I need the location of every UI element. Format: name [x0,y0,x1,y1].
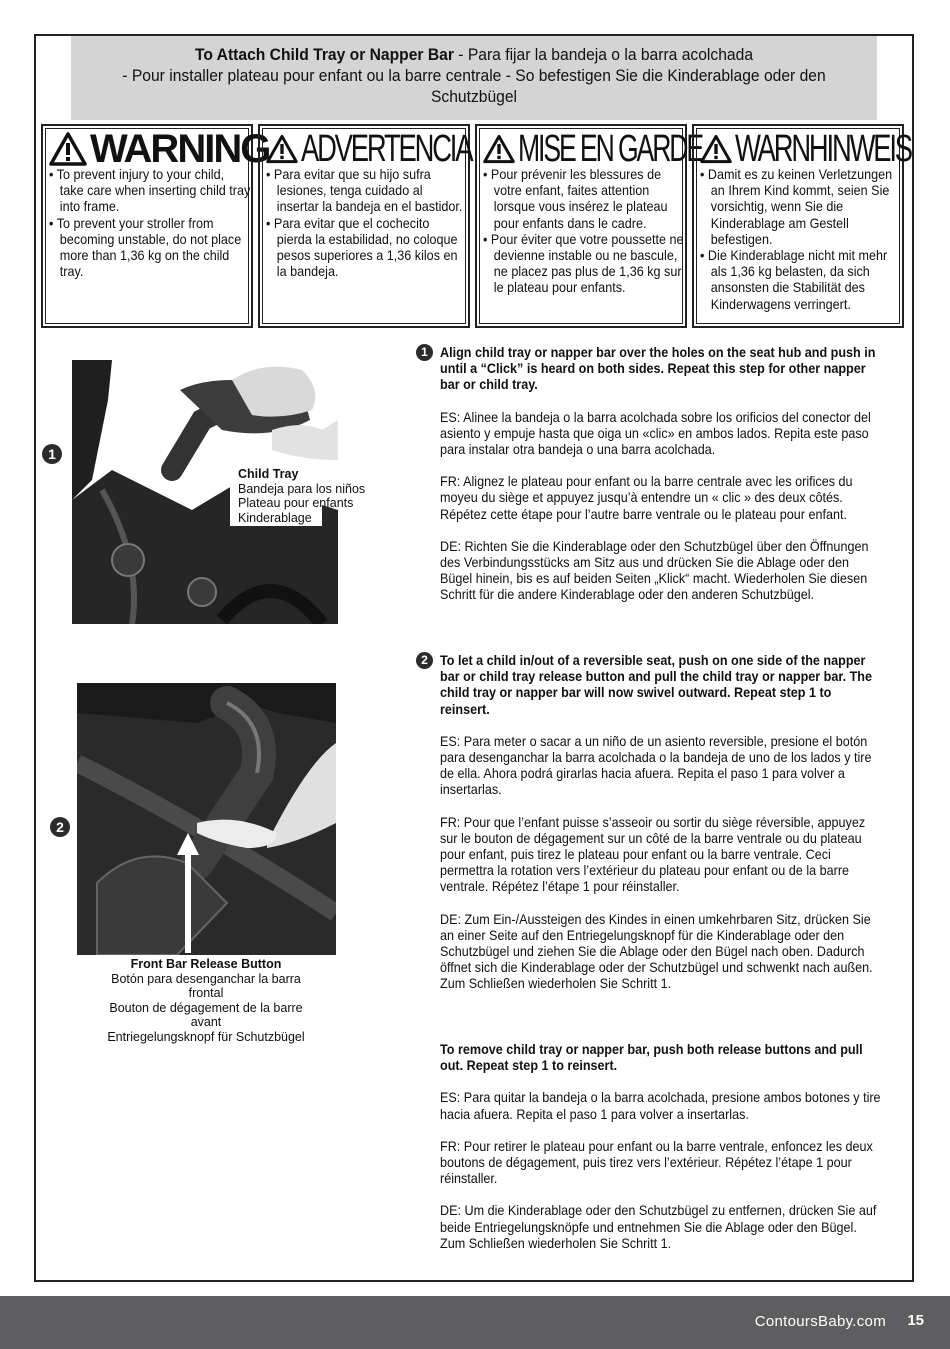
footer-site: ContoursBaby.com [754,1313,886,1330]
header-title-line-3: Schutzbügel [430,87,518,106]
step-2-fr: FR: Pour que l’enfant puisse s’asseoir ou sortir du siège réversible, appuyez sur le bouton de dégagement sur un côté de la barre ventrale ou du plateau pour enfant, puis tirez le plateau pour enfant ou la barre ventrale. Ceci permettra la rotation vers l’extérieur du plateau pour enfant ou de la barre ventrale. Répétez l’étape 1 pour réinstaller. [440,813,866,895]
warning-box-de [692,124,911,328]
warning-triangle-icon [266,134,298,164]
step-2-photo [77,683,336,955]
step-2-text-badge: 2 [416,652,433,669]
remove-text [440,1041,881,1267]
step-1-text [440,344,881,619]
step-2-caption: Front Bar Release Button Botón para desenganchar la barra frontal Bouton de dégagement de la barre avant Entriegelungsknopf für Schutzbügel [107,957,305,1044]
step-1-badge: 1 [42,444,62,464]
warning-box-es [258,124,470,328]
step-1-fr: FR: Alignez le plateau pour enfant ou la barre centrale avec les orifices du moyeu du siège et appuyez jusqu’à entendre un « clic » des deux côtés. Répétez cette étape pour l’autre barre ventrale ou le plateau pour enfant. [440,473,853,522]
warning-triangle-icon [483,134,515,164]
step-2-badge: 2 [50,817,70,837]
warning-item: • Pour prévenir les blessures de votre enfant, faites attention lorsque vous insérez le plateau pour enfants dans le cadre. [483,166,685,231]
warning-item: • Para evitar que el cochecito pierda la estabilidad, no coloque pesos superiores a 1,36 kilos en la bandeja. [266,215,468,280]
page-number: 15 [907,1312,924,1329]
warning-box-fr [475,124,703,328]
warning-title: WARNHINWEIS [700,128,900,170]
warning-title: ADVERTENCIA [266,128,466,170]
release-button-illustration [77,683,336,955]
step-2-es: ES: Para meter o sacar a un niño de un asiento reversible, presione el botón para desenganchar la barra acolchada o la bandeja de uno de los lados y tire de ella. Ahora podrá girarlas hacia afuera. Repita el paso 1 para volver a insertarlas. [440,732,872,798]
step-1-text-badge: 1 [416,344,433,361]
warning-item: • Para evitar que su hijo sufra lesiones, tenga cuidado al insertar la bandeja en el bastidor. [266,166,468,215]
warning-box-en [41,124,270,328]
warning-item: • Pour éviter que votre poussette ne devienne instable ou ne bascule, ne placez pas plus de 1,36 kg sur le plateau pour enfants. [483,231,685,296]
header-title-line-2: - Pour installer plateau pour enfant ou la barre centrale - So befestigen Sie die Kinderablage oder den [122,66,826,85]
step-1-caption: Child Tray Bandeja para los niños Plateau pour enfants Kinderablage [238,467,366,525]
section-header [71,36,877,120]
remove-en: To remove child tray or napper bar, push both release buttons and pull out. Repeat step 1 to reinsert. [440,1041,863,1074]
warning-title: MISE EN GARDE [483,128,683,170]
remove-de: DE: Um die Kinderablage oder den Schutzbügel zu entfernen, drücken Sie auf beide Entriegelungsknöpfe und entnehmen Sie die Ablage oder den Bügel. Zum Schließen wiederholen Sie Schritt 1. [440,1202,877,1251]
remove-fr: FR: Pour retirer le plateau pour enfant ou la barre ventrale, enfoncez les deux boutons de dégagement, puis tirez vers l’extérieur. Répétez l’étape 1 pour réinstaller. [440,1137,873,1187]
page-footer [0,1296,950,1349]
warning-item: • To prevent injury to your child, take care when inserting child tray into frame. [49,166,251,215]
step-2-en: To let a child in/out of a reversible seat, push on one side of the napper bar or child tray release button and pull the child tray or napper bar. The child tray or napper bar will now swivel outward. Repeat step 1 to reinsert. [440,652,872,717]
warning-item: • Die Kinderablage nicht mit mehr als 1,36 kg belasten, da sich ansonsten die Stabilität des Kinderwagens verringert. [700,247,902,312]
step-2-de: DE: Zum Ein-/Aussteigen des Kindes in einen umkehrbaren Sitz, drücken Sie an einer Seite auf den Entriegelungsknopf für die Kinderablage oder den Schutzbügel und ziehen Sie die Ablage oder den Bügel nach oben. Dadurch öffnet sich die Kinderablage oder der Schutzbügel und schwenkt nach außen. Zum Schließen wiederholen Sie Schritt 1. [440,910,873,992]
warning-item: • To prevent your stroller from becoming unstable, do not place more than 1,36 kg on the child tray. [49,215,251,280]
header-title-rest: - Para fijar la bandeja o la barra acolchada [453,45,754,64]
remove-es: ES: Para quitar la bandeja o la barra acolchada, presione ambos botones y tire hacia afuera. Repita el paso 1 para volver a insertarlas. [440,1089,881,1122]
warning-title: WARNING [49,128,249,170]
step-2-text [440,652,881,1008]
step-1-de: DE: Richten Sie die Kinderablage oder den Schutzbügel über den Öffnungen des Verbindungsstücks am Sitz aus und drücken Sie die Ablage oder den Bügel hinein, bis es auf beiden Seiten „Klick“ macht. Wiederholen Sie diesen Schritt für die andere Kinderablage oder den anderen Schutzbügel. [440,537,869,603]
warning-item: • Damit es zu keinen Verletzungen an Ihrem Kind kommt, seien Sie vorsichtig, wenn Sie die Kinderablage am Gestell befestigen. [700,166,902,247]
step-1-en: Align child tray or napper bar over the holes on the seat hub and push in until a “Click” is heard on both sides. Repeat this step for other napper bar or child tray. [440,344,876,393]
warning-triangle-icon [49,132,87,166]
warning-triangle-icon [700,134,732,164]
step-1-es: ES: Alinee la bandeja o la barra acolchada sobre los orificios del conector del asiento y empuje hasta que oiga un «clic» en ambos lados. Repita este paso para instalar otra bandeja o una barra acolchada. [440,408,871,458]
header-title-bold: To Attach Child Tray or Napper Bar [194,45,454,64]
